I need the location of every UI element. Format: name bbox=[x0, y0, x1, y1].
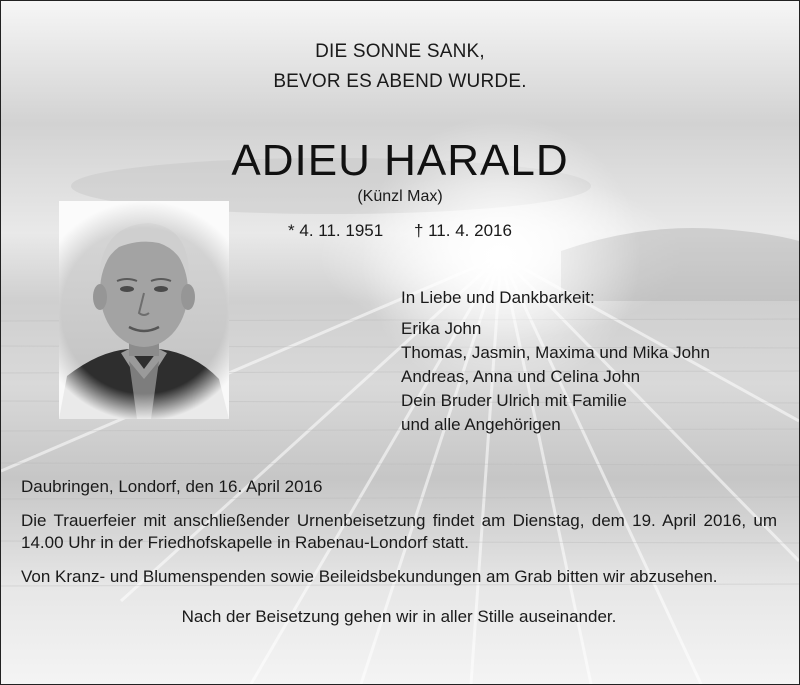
mourner-name: Dein Bruder Ulrich mit Familie bbox=[401, 391, 627, 410]
motto-line-1: DIE SONNE SANK, bbox=[315, 41, 485, 62]
ceremony-text: Die Trauerfeier mit anschließender Urnenbeisetzung findet am Dienstag, dem 19. April 2016, um 14.00 Uhr in der Friedhofskapelle in Rabenau-Londorf statt. bbox=[21, 511, 777, 552]
mourner-name: Erika John bbox=[401, 319, 482, 338]
donations-text: Von Kranz- und Blumenspenden sowie Beileidsbekundungen am Grab bitten wir abzusehen. bbox=[21, 567, 718, 586]
mourners-list bbox=[401, 286, 710, 437]
motto bbox=[1, 37, 799, 97]
mourner-name: und alle Angehörigen bbox=[401, 415, 561, 434]
birth-date: * 4. 11. 1951 bbox=[288, 221, 384, 240]
motto-line-2: BEVOR ES ABEND WURDE. bbox=[273, 71, 527, 92]
deceased-name: ADIEU HARALD bbox=[231, 136, 569, 185]
mourners-intro: In Liebe und Dankbarkeit: bbox=[401, 288, 595, 307]
place-and-date: Daubringen, Londorf, den 16. April 2016 bbox=[21, 477, 323, 496]
notice-body bbox=[21, 476, 777, 628]
mourner-name: Andreas, Anna und Celina John bbox=[401, 367, 641, 386]
portrait-photo bbox=[59, 201, 229, 419]
mourner-name: Thomas, Jasmin, Maxima und Mika John bbox=[401, 343, 710, 362]
closing-text: Nach der Beisetzung gehen wir in aller Stille auseinander. bbox=[181, 607, 617, 626]
death-date: † 11. 4. 2016 bbox=[413, 221, 512, 240]
deceased-alias: (Künzl Max) bbox=[357, 188, 443, 205]
